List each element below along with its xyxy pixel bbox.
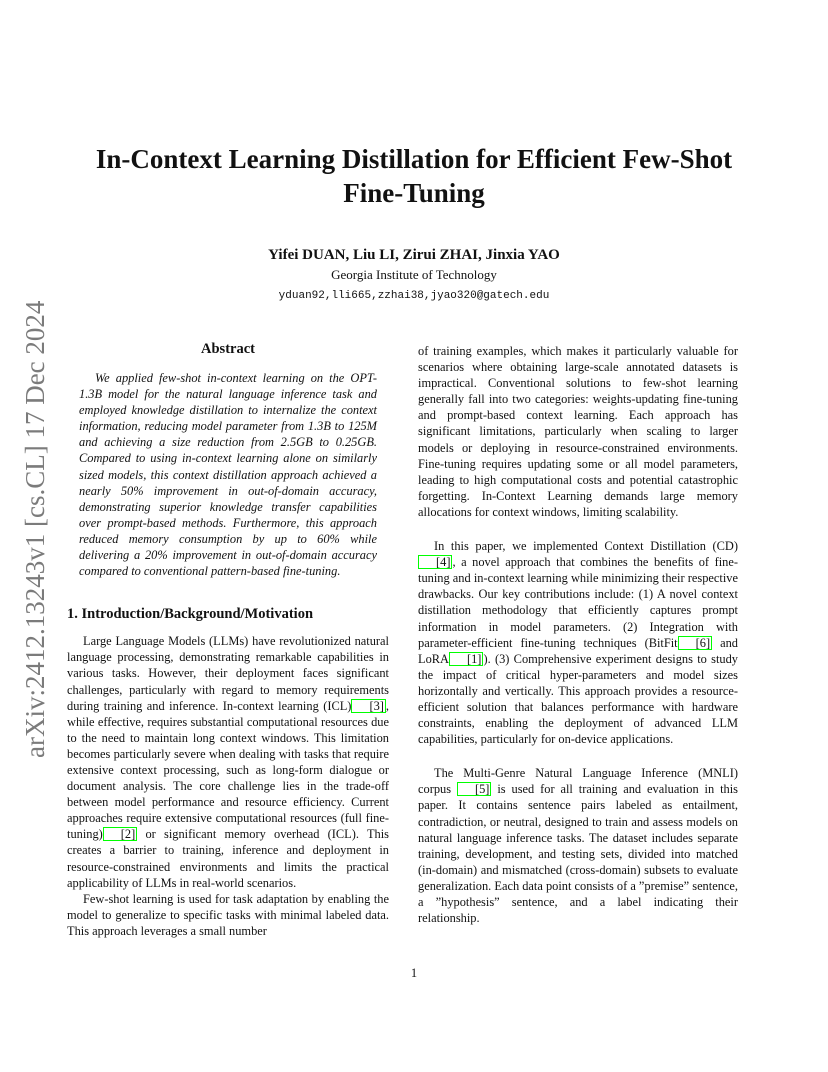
text-run: , a novel approach that combines the benefits of fine-tuning and in-context learning while minimizing their respective drawbacks. Our key contributions include: (1) A novel context distillation methodology that efficiently captures prompt information in model parameters. (2) Integration with parameter-efficient fine-tuning techniques (BitFit: [418, 555, 738, 650]
author-emails: yduan92,lli665,zzhai38,jyao320@gatech.edu: [278, 290, 550, 302]
citation-link[interactable]: [6]: [678, 636, 712, 650]
right-column: [418, 343, 738, 926]
page-number: 1: [410, 966, 418, 980]
title-line-2: Fine-Tuning: [343, 178, 485, 208]
title-line-1: In-Context Learning Distillation for Efficient Few-Shot: [95, 144, 733, 174]
citation-link[interactable]: [1]: [449, 652, 483, 666]
text-run: ). (3) Comprehensive experiment designs to study the impact of critical hyper-parameters and model sizes horizontally and vertically. This approach provides a resource-efficient solution that balances performance with hardware constraints, enabling the deployment of advanced LLM capabilities, particularly for on-device applications.: [418, 651, 738, 747]
citation-link[interactable]: [5]: [457, 782, 491, 796]
arxiv-identifier-stamp: arXiv:2412.13243v1 [cs.CL] 17 Dec 2024: [20, 300, 50, 758]
intro-paragraph-2-continued: of training examples, which makes it particularly valuable for scenarios where obtaining large-scale annotated datasets is impractical. Conventional solutions to few-shot learning generally fall into two categories: weights-updating fine-tuning and prompt-based context learning. Each approach has significant limitations, particularly when scaling to larger models or deploying in resource-constrained environments. Fine-tuning requires updating some or all model parameters, leading to high computational costs and potential catastrophic forgetting. In-Context Learning demands large memory allocations for context windows, limiting scalability.: [418, 344, 738, 519]
section-heading-introduction: 1. Introduction/Background/Motivation: [67, 606, 314, 623]
citation-link[interactable]: [2]: [103, 827, 137, 841]
intro-paragraph-2: Few-shot learning is used for task adaptation by enabling the model to generalize to specific tasks with minimal labeled data. This approach leverages a small number: [67, 891, 389, 938]
abstract-text: We applied few-shot in-context learning on the OPT-1.3B model for the natural language inference task and employed knowledge distillation to internalize the context information, reducing model parameter from 1.3B to 125M and achieving a size reduction from 2.5GB to 0.25GB. Compared to using in-context learning alone on similarly sized models, this context distillation approach achieved a nearly 50% improvement in out-of-domain accuracy, demonstrating superior knowledge transfer capabilities over prompt-based methods. Furthermore, this approach reduced memory consumption by up to 60% while delivering a 20% improvement in out-of-domain accuracy compared to conventional pattern-based fine-tuning.: [79, 371, 377, 579]
text-run: In this paper, we implemented Context Distillation (CD): [434, 539, 738, 554]
paper-title: [60, 142, 768, 210]
left-column: [67, 340, 389, 939]
text-run: and LoRA: [418, 635, 738, 666]
citation-link[interactable]: [3]: [351, 699, 385, 713]
intro-paragraph-3: [418, 538, 738, 747]
author-list: Yifei DUAN, Liu LI, Zirui ZHAI, Jinxia YAO: [268, 247, 560, 263]
affiliation: Georgia Institute of Technology: [331, 267, 497, 282]
text-run: or significant memory overhead (ICL). This creates a barrier to training, inference and deployment in resource-constrained environments and limits the practical applicability of LLMs in real-world scenarios.: [67, 827, 389, 890]
intro-paragraph-4: [418, 765, 738, 926]
text-run: The Multi-Genre Natural Language Inference (MNLI) corpus: [418, 766, 738, 797]
citation-link[interactable]: [4]: [418, 555, 452, 569]
text-run: Large Language Models (LLMs) have revolutionized natural language processing, demonstrating remarkable capabilities in various tasks. However, their deployment faces significant challenges, particularly with regard to memory requirements during training and inference. In-context learning (ICL): [67, 634, 389, 713]
text-run: is used for all training and evaluation in this paper. It contains sentence pairs labeled as entailment, contradiction, or neutral, designed to train and assess models on natural language inference tasks. The dataset includes separate training, development, and testing sets, divided into matched (in-domain) and mismatched (cross-domain) subsets to evaluate generalization. Each data point consists of a ”premise” sentence, a ”hypothesis” sentence, and a label indicating their relationship.: [418, 782, 738, 926]
abstract-heading: Abstract: [201, 341, 255, 357]
text-run: , while effective, requires substantial computational resources due to the need to maintain long context windows. This limitation becomes particularly severe when dealing with tasks that require extensive context processing, such as long-form dialogue or document analysis. The core challenge lies in the trade-off between model performance and resource efficiency. Current approaches require extensive computational resources (full fine-tuning): [67, 698, 389, 842]
intro-paragraph-1: [67, 633, 389, 891]
